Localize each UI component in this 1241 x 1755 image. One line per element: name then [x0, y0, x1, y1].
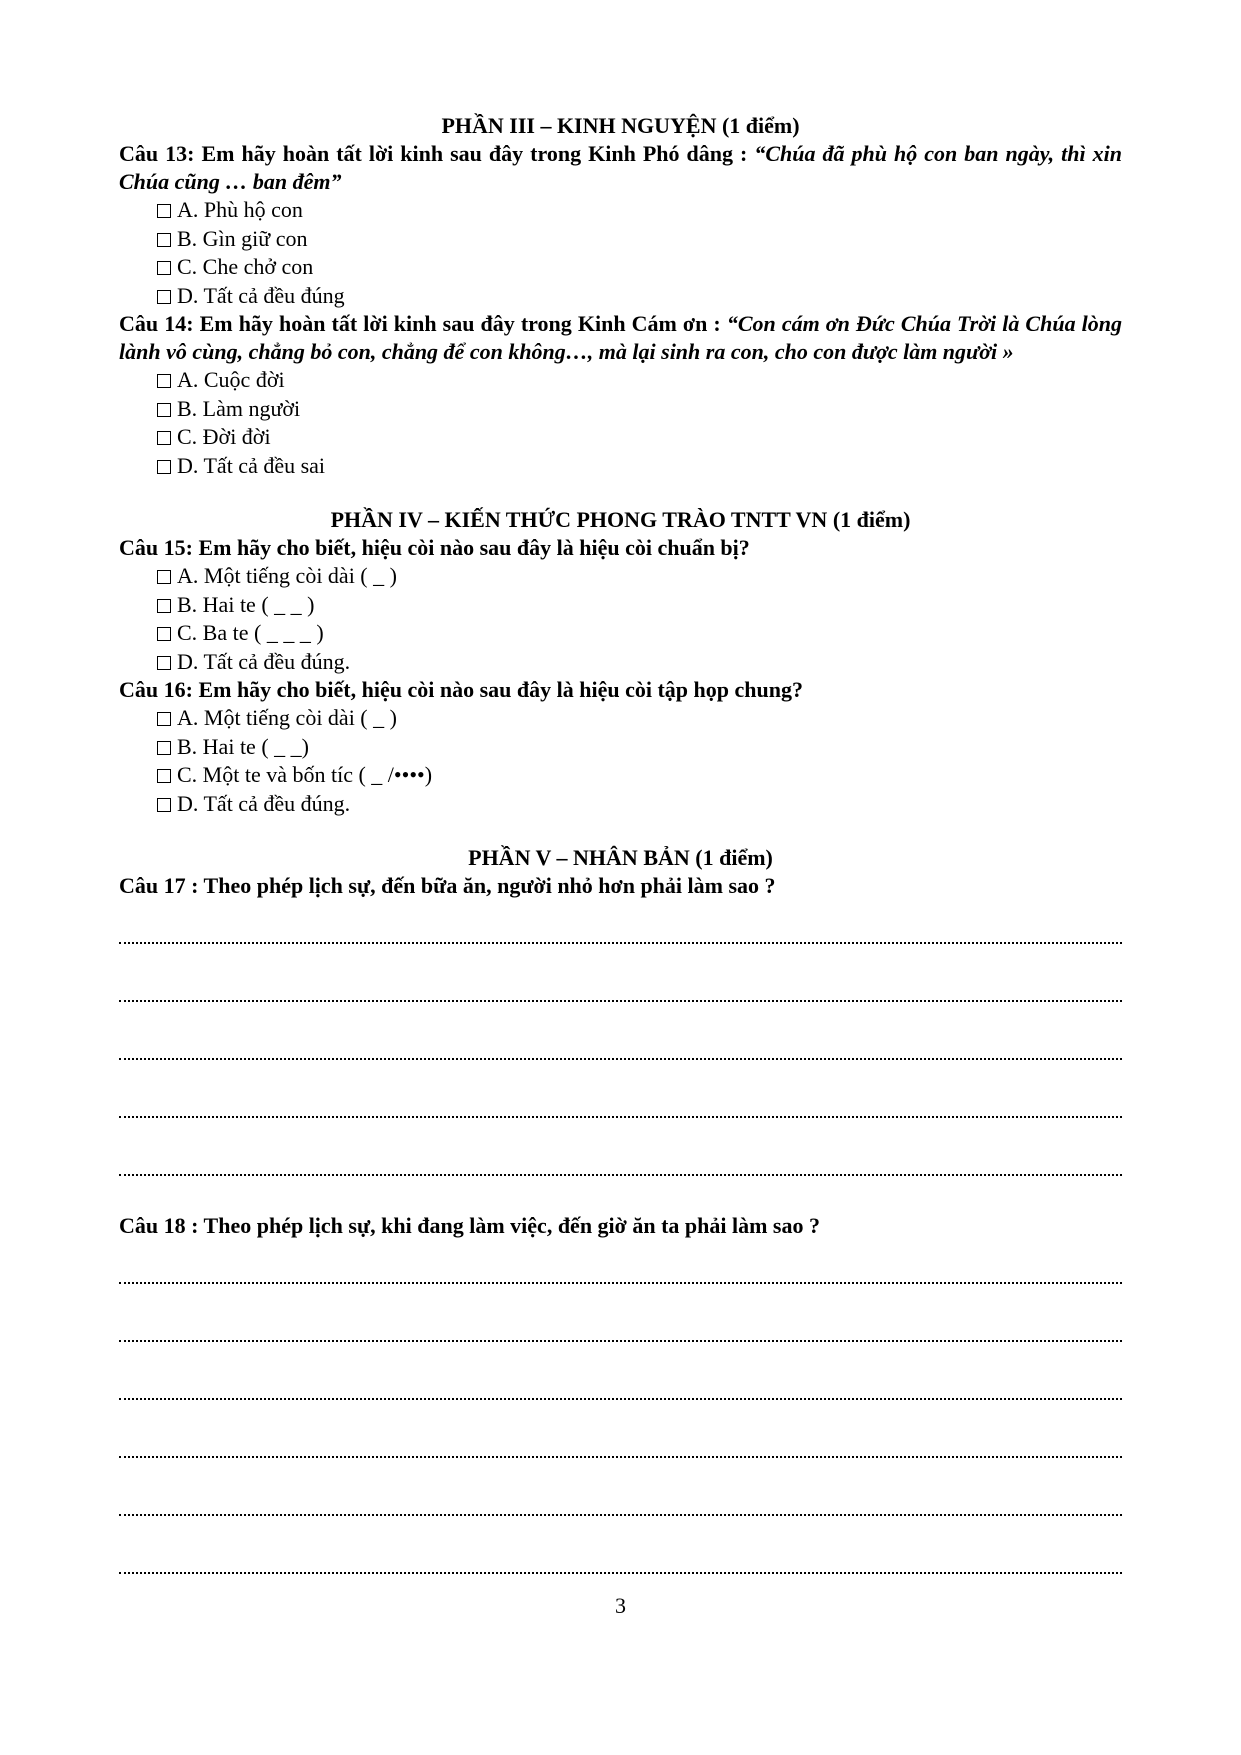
question-14-quote: “Con cám ơn Đức Chúa Trời là Chúa lòng lành vô cùng, chẳng bỏ con, chẳng để con không…, mà lại sinh ra con, cho con được làm người »: [119, 311, 1122, 364]
checkbox-icon[interactable]: [157, 290, 171, 304]
question-13: [119, 140, 1122, 196]
checkbox-icon[interactable]: [157, 431, 171, 445]
question-15-stem: Câu 15: Em hãy cho biết, hiệu còi nào sau đây là hiệu còi chuẩn bị?: [119, 535, 750, 560]
exam-page: [119, 110, 1122, 1574]
option-16-a[interactable]: A. Một tiếng còi dài ( _ ): [157, 704, 1122, 733]
checkbox-icon[interactable]: [157, 627, 171, 641]
question-13-quote: “Chúa đã phù hộ con ban ngày, thì xin Chúa cũng … ban đêm”: [119, 141, 1122, 194]
answer-line[interactable]: [119, 1116, 1122, 1118]
checkbox-icon[interactable]: [157, 261, 171, 275]
option-13-b[interactable]: B. Gìn giữ con: [157, 225, 1122, 254]
answer-area-17[interactable]: [119, 942, 1122, 1176]
section-title-part-5: PHẦN V – NHÂN BẢN (1 điểm): [468, 845, 773, 870]
checkbox-icon[interactable]: [157, 741, 171, 755]
checkbox-icon[interactable]: [157, 460, 171, 474]
question-16: [119, 676, 1122, 704]
question-18: [119, 1212, 1122, 1240]
answer-line[interactable]: [119, 1058, 1122, 1060]
option-14-d[interactable]: D. Tất cả đều sai: [157, 452, 1122, 481]
section-title-part-3: PHẦN III – KINH NGUYỆN (1 điểm): [441, 113, 800, 138]
option-14-b[interactable]: B. Làm người: [157, 395, 1122, 424]
checkbox-icon[interactable]: [157, 656, 171, 670]
checkbox-icon[interactable]: [157, 599, 171, 613]
answer-area-18[interactable]: [119, 1282, 1122, 1574]
checkbox-icon[interactable]: [157, 570, 171, 584]
answer-line[interactable]: [119, 1174, 1122, 1176]
page-number: 3: [615, 1593, 626, 1618]
answer-line[interactable]: [119, 1456, 1122, 1458]
checkbox-icon[interactable]: [157, 403, 171, 417]
answer-line[interactable]: [119, 1340, 1122, 1342]
option-16-c[interactable]: C. Một te và bốn tíc ( _ /••••): [157, 761, 1122, 790]
option-13-d[interactable]: D. Tất cả đều đúng: [157, 282, 1122, 311]
checkbox-icon[interactable]: [157, 769, 171, 783]
answer-line[interactable]: [119, 1514, 1122, 1516]
checkbox-icon[interactable]: [157, 712, 171, 726]
checkbox-icon[interactable]: [157, 798, 171, 812]
question-15: [119, 534, 1122, 562]
question-18-stem: Câu 18 : Theo phép lịch sự, khi đang làm việc, đến giờ ăn ta phải làm sao ?: [119, 1213, 820, 1238]
checkbox-icon[interactable]: [157, 374, 171, 388]
question-17: [119, 872, 1122, 900]
answer-line[interactable]: [119, 1572, 1122, 1574]
option-14-c[interactable]: C. Đời đời: [157, 423, 1122, 452]
checkbox-icon[interactable]: [157, 233, 171, 247]
checkbox-icon[interactable]: [157, 204, 171, 218]
question-14: [119, 310, 1122, 366]
answer-line[interactable]: [119, 1282, 1122, 1284]
question-14-stem: Câu 14: Em hãy hoàn tất lời kinh sau đây trong Kinh Cám ơn :: [119, 311, 727, 336]
option-14-a[interactable]: A. Cuộc đời: [157, 366, 1122, 395]
option-16-d[interactable]: D. Tất cả đều đúng.: [157, 790, 1122, 819]
option-15-a[interactable]: A. Một tiếng còi dài ( _ ): [157, 562, 1122, 591]
answer-line[interactable]: [119, 942, 1122, 944]
question-16-options: [157, 704, 1122, 818]
option-13-c[interactable]: C. Che chở con: [157, 253, 1122, 282]
question-15-options: [157, 562, 1122, 676]
question-14-options: [157, 366, 1122, 480]
answer-line[interactable]: [119, 1398, 1122, 1400]
question-13-stem: Câu 13: Em hãy hoàn tất lời kinh sau đây trong Kinh Phó dâng :: [119, 141, 755, 166]
option-15-c[interactable]: C. Ba te ( _ _ _ ): [157, 619, 1122, 648]
question-13-options: [157, 196, 1122, 310]
option-15-b[interactable]: B. Hai te ( _ _ ): [157, 591, 1122, 620]
option-15-d[interactable]: D. Tất cả đều đúng.: [157, 648, 1122, 677]
option-16-b[interactable]: B. Hai te ( _ _): [157, 733, 1122, 762]
section-title-part-4: PHẦN IV – KIẾN THỨC PHONG TRÀO TNTT VN (1 điểm): [330, 507, 911, 532]
question-17-stem: Câu 17 : Theo phép lịch sự, đến bữa ăn, người nhỏ hơn phải làm sao ?: [119, 873, 776, 898]
answer-line[interactable]: [119, 1000, 1122, 1002]
question-16-stem: Câu 16: Em hãy cho biết, hiệu còi nào sau đây là hiệu còi tập họp chung?: [119, 677, 803, 702]
option-13-a[interactable]: A. Phù hộ con: [157, 196, 1122, 225]
